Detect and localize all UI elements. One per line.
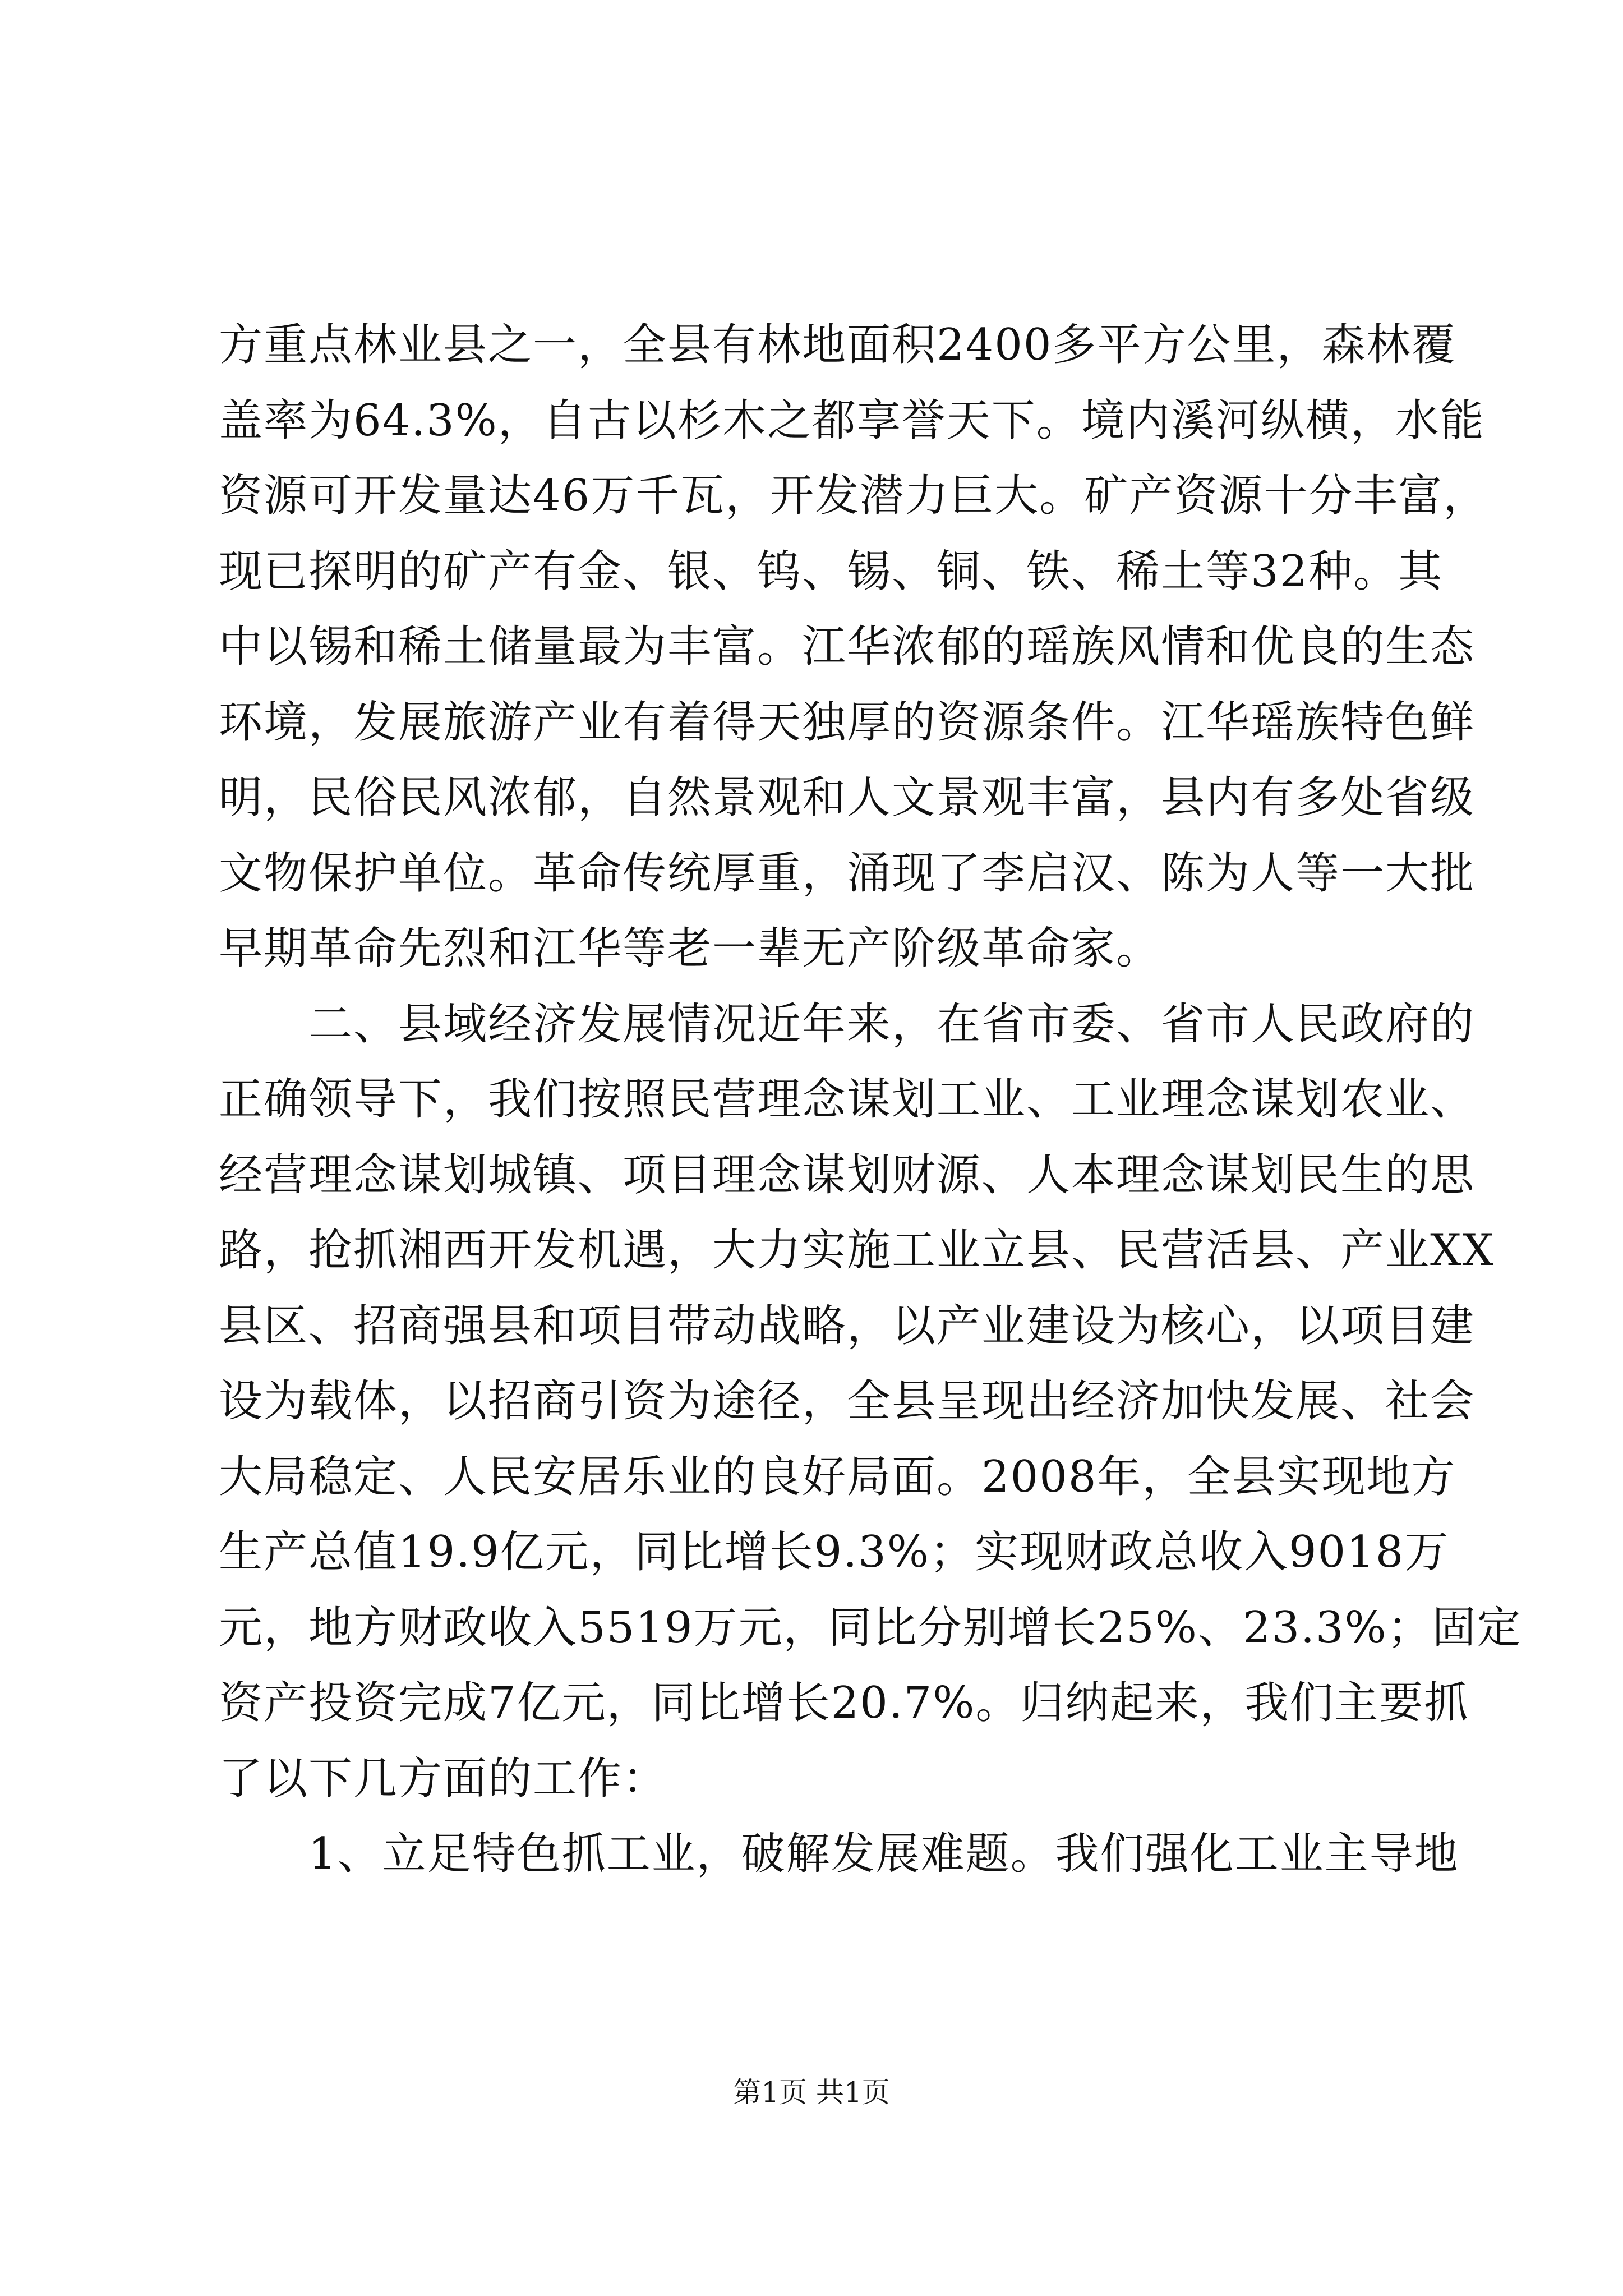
text-line: 环境，发展旅游产业有着得天独厚的资源条件。江华瑶族特色鲜: [219, 697, 1476, 748]
text-line: 正确领导下，我们按照民营理念谋划工业、工业理念谋划农业、: [219, 1074, 1476, 1125]
text-line: 生产总值19.9亿元，同比增长9.3%；实现财政总收入9018万: [219, 1527, 1450, 1577]
text-line: 明，民俗民风浓郁，自然景观和人文景观丰富，县内有多处省级: [219, 772, 1476, 823]
text-line: 设为载体，以招商引资为途径，全县呈现出经济加快发展、社会: [219, 1376, 1476, 1427]
body-text: [219, 307, 1522, 1892]
text-line: 现已探明的矿产有金、银、钨、锡、铜、铁、稀土等32种。其: [219, 546, 1444, 597]
text-line: 早期革命先烈和江华等老一辈无产阶级革命家。: [219, 923, 1161, 974]
text-line: 中以锡和稀土储量最为丰富。江华浓郁的瑶族风情和优良的生态: [219, 622, 1476, 672]
paragraph-start-line: 二、县域经济发展情况近年来，在省市委、省市人民政府的: [308, 999, 1476, 1050]
text-line: 文物保护单位。革命传统厚重，涌现了李启汉、陈为人等一大批: [219, 848, 1476, 899]
paragraph-start-line: 1、立足特色抓工业，破解发展难题。我们强化工业主导地: [308, 1829, 1459, 1879]
text-line: 了以下几方面的工作：: [219, 1753, 668, 1804]
text-line: 方重点林业县之一，全县有林地面积2400多平方公里，森林覆: [219, 320, 1456, 370]
text-line: 大局稳定、人民安居乐业的良好局面。2008年，全县实现地方: [219, 1451, 1456, 1502]
text-line: 路，抢抓湘西开发机遇，大力实施工业立县、民营活县、产业XX: [219, 1225, 1495, 1276]
text-line: 资源可开发量达46万千瓦，开发潜力巨大。矿产资源十分丰富，: [219, 471, 1488, 521]
text-line: 资产投资完成7亿元，同比增长20.7%。归纳起来，我们主要抓: [219, 1678, 1469, 1728]
text-line: 经营理念谋划城镇、项目理念谋划财源、人本理念谋划民生的思: [219, 1149, 1476, 1200]
text-line: 县区、招商强县和项目带动战略，以产业建设为核心，以项目建: [219, 1300, 1476, 1351]
text-line: 盖率为64.3%，自古以杉木之都享誉天下。境内溪河纵横，水能: [219, 395, 1485, 446]
page-footer: 第1页 共1页: [733, 2076, 890, 2109]
text-line: 元，地方财政收入5519万元，同比分别增长25%、23.3%；固定: [219, 1602, 1522, 1653]
